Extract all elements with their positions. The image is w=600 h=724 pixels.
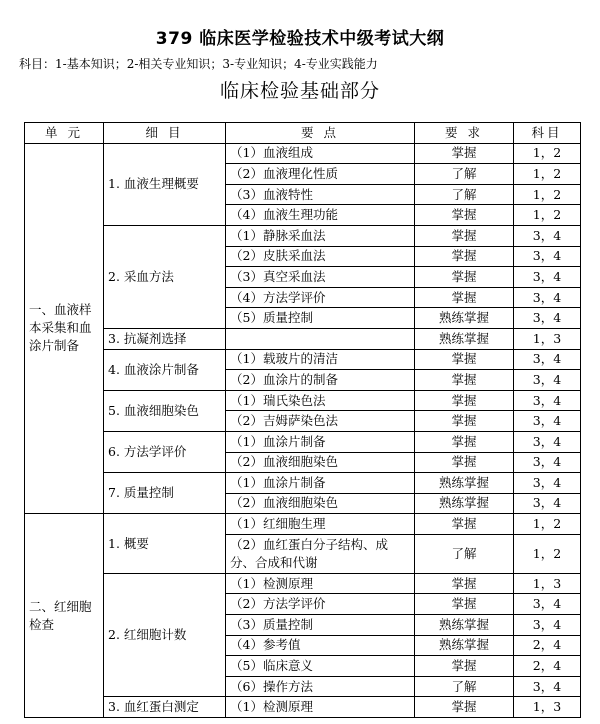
point-cell: （2）血红蛋白分子结构、成分、合成和代谢 <box>226 534 415 573</box>
table-row <box>25 328 581 349</box>
point-cell: （1）检测原理 <box>226 573 415 594</box>
requirement-cell: 熟练掌握 <box>415 473 514 494</box>
point-cell: （6）操作方法 <box>226 676 415 697</box>
requirement-cell: 熟练掌握 <box>415 328 514 349</box>
point-cell: （1）检测原理 <box>226 697 415 718</box>
subject-cell: 1，3 <box>514 328 581 349</box>
subject-cell: 3，4 <box>514 370 581 391</box>
subject-cell: 2，4 <box>514 656 581 677</box>
requirement-cell: 掌握 <box>415 349 514 370</box>
subject-cell: 3，4 <box>514 431 581 452</box>
requirement-cell: 了解 <box>415 164 514 185</box>
table-row <box>25 349 581 370</box>
point-cell: （1）血涂片制备 <box>226 431 415 452</box>
item-cell: 6. 方法学评价 <box>104 431 226 472</box>
requirement-cell: 了解 <box>415 184 514 205</box>
subject-cell: 3，4 <box>514 390 581 411</box>
point-cell: （5）临床意义 <box>226 656 415 677</box>
requirement-cell: 掌握 <box>415 205 514 226</box>
subject-cell: 1，2 <box>514 143 581 164</box>
point-cell: （2）血液细胞染色 <box>226 452 415 473</box>
requirement-cell: 熟练掌握 <box>415 615 514 636</box>
outline-table <box>24 122 581 718</box>
item-cell: 3. 血红蛋白测定 <box>104 697 226 718</box>
requirement-cell: 掌握 <box>415 411 514 432</box>
table-row <box>25 473 581 494</box>
requirement-cell: 掌握 <box>415 656 514 677</box>
item-cell: 2. 红细胞计数 <box>104 573 226 697</box>
requirement-cell: 掌握 <box>415 143 514 164</box>
table-header-row <box>25 123 581 144</box>
point-cell: （4）血液生理功能 <box>226 205 415 226</box>
requirement-cell: 熟练掌握 <box>415 308 514 329</box>
table-row <box>25 143 581 164</box>
subject-cell: 1，3 <box>514 697 581 718</box>
table-row <box>25 697 581 718</box>
point-cell: （2）皮肤采血法 <box>226 246 415 267</box>
subject-cell: 1，2 <box>514 534 581 573</box>
item-cell: 2. 采血方法 <box>104 225 226 328</box>
point-cell: （5）质量控制 <box>226 308 415 329</box>
requirement-cell: 熟练掌握 <box>415 493 514 514</box>
point-cell: （4）参考值 <box>226 635 415 656</box>
subject-cell: 3，4 <box>514 246 581 267</box>
requirement-cell: 掌握 <box>415 431 514 452</box>
requirement-cell: 掌握 <box>415 225 514 246</box>
subject-cell: 2，4 <box>514 635 581 656</box>
requirement-cell: 了解 <box>415 676 514 697</box>
item-cell: 1. 血液生理概要 <box>104 143 226 225</box>
requirement-cell: 掌握 <box>415 452 514 473</box>
subject-cell: 3，4 <box>514 676 581 697</box>
subject-cell: 1，3 <box>514 573 581 594</box>
header-item: 细 目 <box>104 123 226 144</box>
table-row <box>25 573 581 594</box>
requirement-cell: 掌握 <box>415 514 514 535</box>
subject-cell: 3，4 <box>514 308 581 329</box>
header-unit: 单 元 <box>25 123 104 144</box>
point-cell: （2）吉姆萨染色法 <box>226 411 415 432</box>
table-row <box>25 431 581 452</box>
requirement-cell: 掌握 <box>415 594 514 615</box>
subjects-note: 科目：1-基本知识；2-相关专业知识；3-专业知识；4-专业实践能力 <box>19 57 378 71</box>
requirement-cell: 掌握 <box>415 697 514 718</box>
point-cell: （1）瑞氏染色法 <box>226 390 415 411</box>
point-cell: （1）血液组成 <box>226 143 415 164</box>
requirement-cell: 掌握 <box>415 246 514 267</box>
subject-cell: 3，4 <box>514 287 581 308</box>
subject-cell: 1，2 <box>514 164 581 185</box>
item-cell: 7. 质量控制 <box>104 473 226 514</box>
requirement-cell: 掌握 <box>415 287 514 308</box>
requirement-cell: 掌握 <box>415 370 514 391</box>
subject-cell: 3，4 <box>514 225 581 246</box>
point-cell: （2）血液理化性质 <box>226 164 415 185</box>
requirement-cell: 熟练掌握 <box>415 635 514 656</box>
header-point: 要 点 <box>226 123 415 144</box>
subject-cell: 1，2 <box>514 184 581 205</box>
point-cell: （2）方法学评价 <box>226 594 415 615</box>
requirement-cell: 了解 <box>415 534 514 573</box>
table-row <box>25 225 581 246</box>
document-title: 379 临床医学检验技术中级考试大纲 <box>155 29 445 49</box>
item-cell: 5. 血液细胞染色 <box>104 390 226 431</box>
subject-cell: 3，4 <box>514 267 581 288</box>
point-cell: （1）静脉采血法 <box>226 225 415 246</box>
item-cell: 4. 血液涂片制备 <box>104 349 226 390</box>
requirement-cell: 掌握 <box>415 390 514 411</box>
point-cell: （2）血涂片的制备 <box>226 370 415 391</box>
subject-cell: 3，4 <box>514 473 581 494</box>
point-cell <box>226 328 415 349</box>
subject-cell: 3，4 <box>514 594 581 615</box>
point-cell: （1）红细胞生理 <box>226 514 415 535</box>
subject-cell: 3，4 <box>514 493 581 514</box>
unit-cell: 一、血液样本采集和血涂片制备 <box>25 143 104 514</box>
subject-cell: 3，4 <box>514 411 581 432</box>
table-row <box>25 390 581 411</box>
subject-cell: 1，2 <box>514 514 581 535</box>
unit-cell: 二、红细胞检查 <box>25 514 104 718</box>
point-cell: （3）血液特性 <box>226 184 415 205</box>
point-cell: （1）血涂片制备 <box>226 473 415 494</box>
header-subject: 科目 <box>514 123 581 144</box>
point-cell: （3）真空采血法 <box>226 267 415 288</box>
subject-cell: 1，2 <box>514 205 581 226</box>
point-cell: （1）载玻片的清洁 <box>226 349 415 370</box>
item-cell: 3. 抗凝剂选择 <box>104 328 226 349</box>
subject-cell: 3，4 <box>514 615 581 636</box>
subject-cell: 3，4 <box>514 349 581 370</box>
header-requirement: 要 求 <box>415 123 514 144</box>
table-row <box>25 514 581 535</box>
requirement-cell: 掌握 <box>415 267 514 288</box>
requirement-cell: 掌握 <box>415 573 514 594</box>
item-cell: 1. 概要 <box>104 514 226 574</box>
subject-cell: 3，4 <box>514 452 581 473</box>
point-cell: （2）血液细胞染色 <box>226 493 415 514</box>
point-cell: （3）质量控制 <box>226 615 415 636</box>
point-cell: （4）方法学评价 <box>226 287 415 308</box>
section-title: 临床检验基础部分 <box>219 80 380 102</box>
